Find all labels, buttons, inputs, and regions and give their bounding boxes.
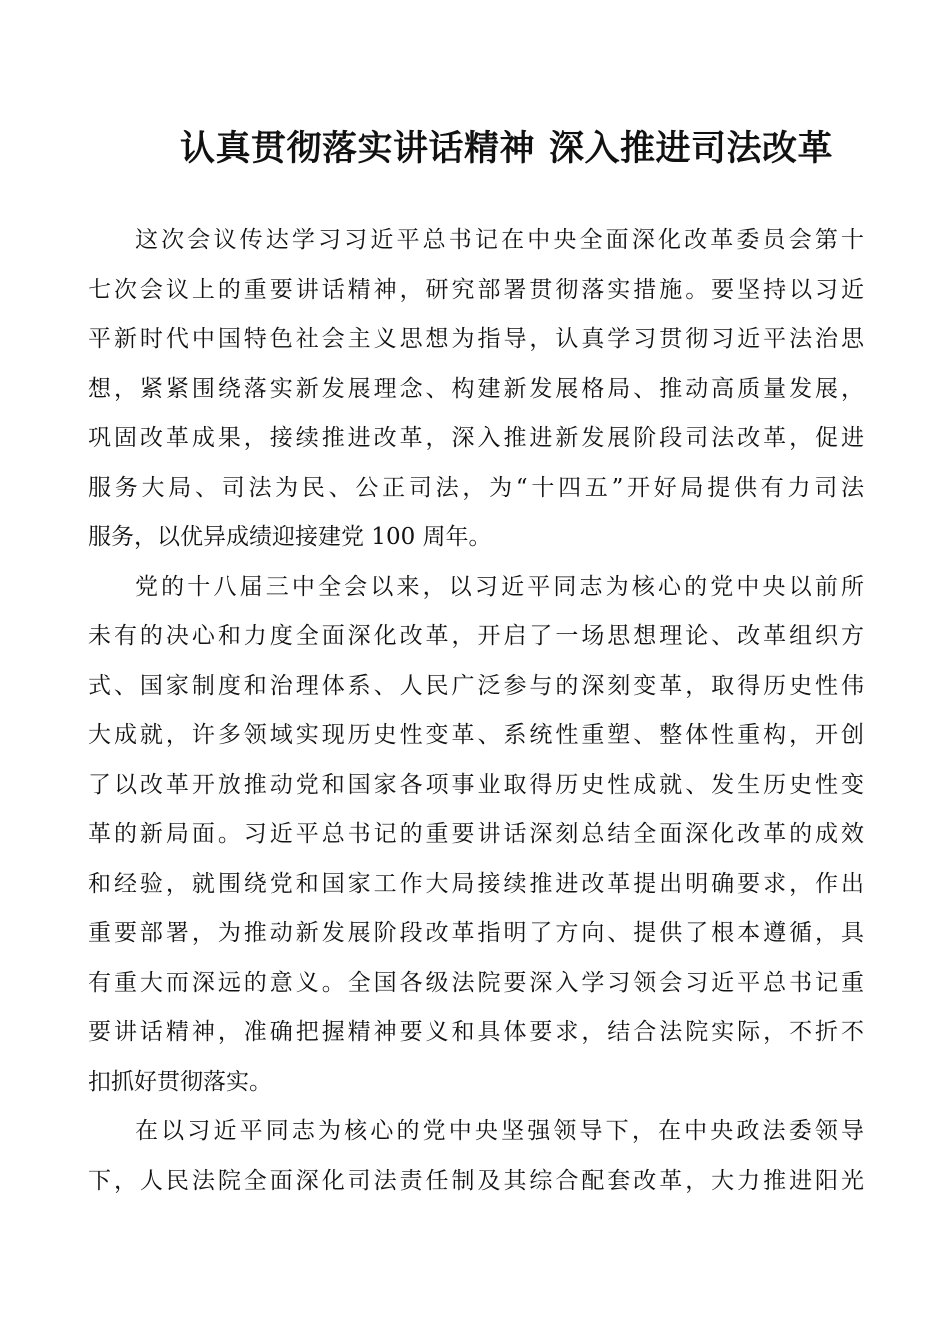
paragraph-2-line-8: 重要部署，为推动新发展阶段改革指明了方向、提供了根本遵循，具 <box>88 920 864 946</box>
paragraph-1-line-7: 服务，以优异成绩迎接建党 100 周年。 <box>88 524 492 550</box>
paragraph-2-line-11: 扣抓好贯彻落实。 <box>88 1068 272 1095</box>
document-title <box>180 124 880 174</box>
paragraph-2-line-5: 了以改革开放推动党和国家各项事业取得历史性成就、发生历史性变 <box>88 771 864 798</box>
paragraph-1-line-1: 这次会议传达学习习近平总书记在中央全面深化改革委员会第十 <box>135 227 864 253</box>
paragraph-2-line-6: 革的新局面。习近平总书记的重要讲话深刻总结全面深化改革的成效 <box>88 821 864 847</box>
paragraph-2-line-2: 未有的决心和力度全面深化改革，开启了一场思想理论、改革组织方 <box>88 623 864 649</box>
paragraph-3-line-1: 在以习近平同志为核心的党中央坚强领导下，在中央政法委领导 <box>135 1118 864 1144</box>
title-part-2: 深入推进司法改革 <box>549 128 834 169</box>
paragraph-1-line-6: 服务大局、司法为民、公正司法，为“十四五”开好局提供有力司法 <box>88 474 864 501</box>
paragraph-2-line-10: 要讲话精神，准确把握精神要义和具体要求，结合法院实际，不折不 <box>88 1019 864 1045</box>
paragraph-2-line-3: 式、国家制度和治理体系、人民广泛参与的深刻变革，取得历史性伟 <box>88 672 864 699</box>
paragraph-2-line-9: 有重大而深远的意义。全国各级法院要深入学习领会习近平总书记重 <box>88 969 864 996</box>
paragraph-2-line-4: 大成就，许多领域实现历史性变革、系统性重塑、整体性重构，开创 <box>88 722 864 748</box>
paragraph-2-line-1: 党的十八届三中全会以来，以习近平同志为核心的党中央以前所 <box>135 573 864 600</box>
paragraph-2-line-7: 和经验，就围绕党和国家工作大局接续推进改革提出明确要求，作出 <box>88 870 864 897</box>
document-body <box>88 216 864 1206</box>
paragraph-1-line-2: 七次会议上的重要讲话精神，研究部署贯彻落实措施。要坚持以习近 <box>88 276 864 303</box>
paragraph-3-line-2: 下，人民法院全面深化司法责任制及其综合配套改革，大力推进阳光 <box>88 1167 864 1194</box>
paragraph-1-line-5: 巩固改革成果，接续推进改革，深入推进新发展阶段司法改革，促进 <box>88 425 864 451</box>
title-part-1: 认真贯彻落实讲话精神 <box>180 128 536 169</box>
paragraph-1-line-3: 平新时代中国特色社会主义思想为指导，认真学习贯彻习近平法治思 <box>88 326 864 352</box>
paragraph-1-line-4: 想，紧紧围绕落实新发展理念、构建新发展格局、推动高质量发展， <box>88 375 864 402</box>
